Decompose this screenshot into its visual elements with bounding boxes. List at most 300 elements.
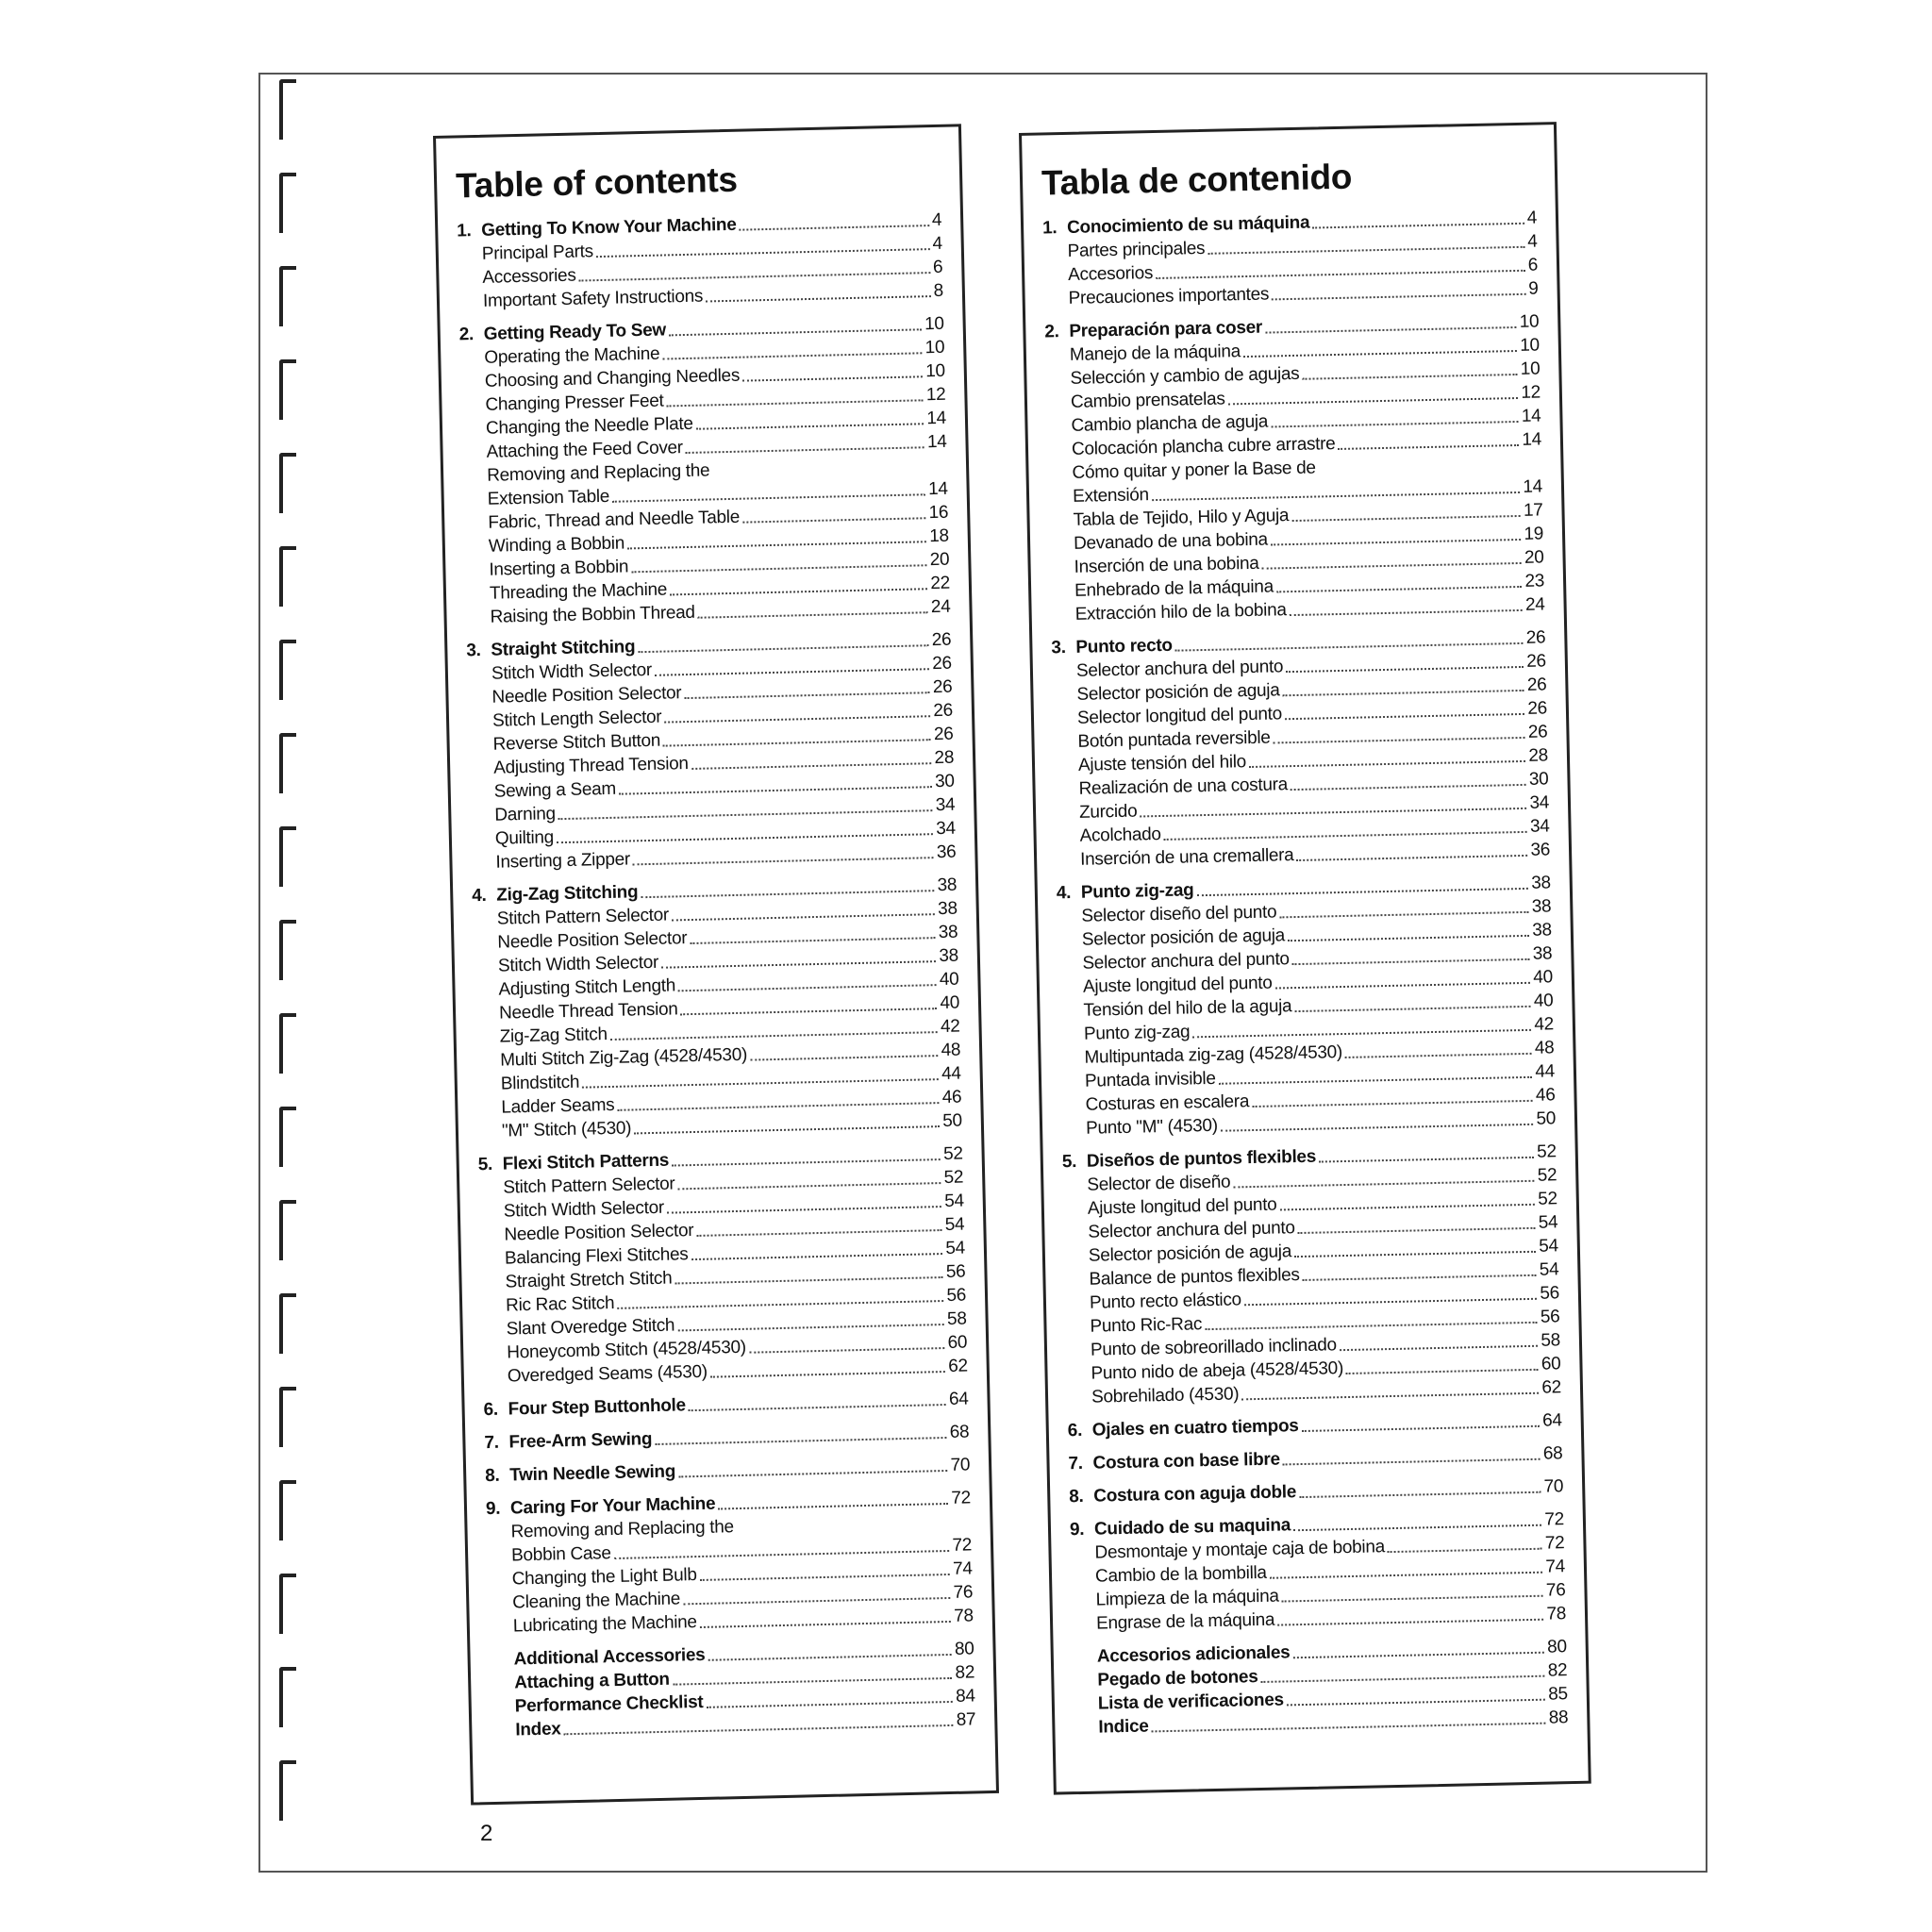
dot-leader [700, 1621, 952, 1628]
entry-label: Ric Rac Stitch [505, 1292, 615, 1316]
page-ref: 50 [942, 1110, 963, 1132]
page-ref: 76 [953, 1582, 974, 1603]
dot-leader [681, 1008, 938, 1015]
dot-leader [1283, 1458, 1541, 1466]
binding-ring [279, 1200, 296, 1260]
page-ref: 26 [1527, 698, 1548, 719]
page-ref: 40 [1533, 967, 1554, 988]
dot-leader [1298, 1227, 1536, 1234]
page-ref: 4 [932, 233, 942, 255]
toc-section-heading[interactable] [483, 1387, 968, 1422]
entry-label: Selector posición de aguja [1076, 680, 1280, 705]
page-ref: 26 [1527, 722, 1548, 742]
dot-leader [612, 493, 925, 503]
dot-leader [655, 1437, 947, 1445]
dot-leader [750, 1055, 939, 1061]
page-ref: 78 [1546, 1604, 1567, 1624]
page-ref: 80 [954, 1639, 974, 1659]
entry-label: Selección y cambio de agujas [1070, 363, 1300, 389]
section-title: Flexi Stitch Patterns [502, 1150, 670, 1174]
page-ref: 60 [947, 1332, 968, 1353]
binding-ring [279, 546, 296, 607]
page-ref: 36 [936, 841, 957, 863]
section-title: Caring For Your Machine [509, 1493, 716, 1519]
section-number: 4. [1056, 883, 1072, 904]
entry-label: Principal Parts [481, 242, 594, 264]
page-ref: 76 [1545, 1580, 1566, 1601]
entry-label: Puntada invisible [1084, 1068, 1216, 1091]
page-ref: 52 [1537, 1165, 1557, 1186]
entry-label: Accesorios [1067, 263, 1154, 285]
entry-label: Limpieza de la máquina [1095, 1586, 1279, 1610]
section-number: 9. [1069, 1519, 1085, 1541]
dot-leader [683, 1597, 951, 1605]
entry-label: Selector posición de aguja [1088, 1241, 1292, 1266]
page-ref: 74 [1545, 1557, 1566, 1577]
entry-label: Acolchado [1079, 824, 1161, 846]
section-title: Ojales en cuatro tiempos [1091, 1416, 1299, 1441]
page-ref: 46 [941, 1087, 962, 1108]
toc-section [486, 1486, 974, 1639]
page-ref: 38 [937, 874, 958, 896]
page-ref: 68 [1542, 1443, 1563, 1464]
page-ref: 9 [1528, 278, 1539, 299]
page-ref: 38 [1531, 896, 1552, 917]
page-ref: 38 [1532, 920, 1553, 941]
entry-label: Removing and Replacing the [486, 460, 710, 486]
entry-label: Accessories [482, 265, 576, 288]
dot-leader [669, 328, 922, 336]
dot-leader [1274, 737, 1525, 744]
entry-label: Precauciones importantes [1068, 284, 1270, 308]
dot-leader [1291, 515, 1521, 522]
entry-label: Selector diseño del punto [1081, 902, 1277, 926]
entry-label: Colocación plancha cubre arrastre [1071, 434, 1336, 459]
section-number: 3. [1051, 638, 1066, 658]
page-ref: 12 [1521, 382, 1541, 403]
dot-leader [1287, 1699, 1546, 1707]
entry-label: Reverse Stitch Button [492, 730, 661, 755]
entry-label: Selector longitud del punto [1076, 704, 1283, 728]
dot-leader [1286, 666, 1524, 673]
entry-label: Tensión del hilo de la aguja [1083, 996, 1292, 1021]
dot-leader [1208, 246, 1524, 255]
toc-section [472, 874, 962, 1144]
dot-leader [673, 1677, 953, 1686]
toc-english [433, 124, 999, 1805]
binding-ring [279, 359, 296, 420]
dot-leader [1249, 760, 1525, 768]
page-ref: 72 [1544, 1533, 1565, 1554]
dot-leader [1345, 1053, 1532, 1058]
dot-leader [1294, 1006, 1531, 1012]
page-ref: 74 [952, 1558, 973, 1579]
toc-spanish [1019, 122, 1591, 1795]
section-title: Four Step Buttonhole [508, 1395, 687, 1420]
binding-ring [279, 1574, 296, 1634]
dot-leader [690, 937, 936, 944]
toc-section [477, 1142, 968, 1390]
dot-leader [706, 1701, 953, 1708]
dot-leader [1261, 1675, 1545, 1683]
dot-leader [1294, 1251, 1536, 1257]
toc-section [1070, 1507, 1567, 1636]
section-title: Straight Stitching [491, 637, 636, 660]
page-ref: 40 [1533, 991, 1554, 1011]
page-ref: 84 [955, 1686, 975, 1707]
binding-ring [279, 173, 296, 233]
entry-label: Needle Thread Tension [498, 999, 678, 1024]
entry-label: Lista de verificaciones [1097, 1690, 1284, 1714]
page-ref: 26 [1526, 651, 1547, 672]
page-ref: 22 [930, 573, 951, 594]
dot-leader [678, 1182, 941, 1190]
toc-section-heading[interactable] [1069, 1474, 1563, 1508]
section-title: Zig-Zag Stitching [496, 882, 639, 906]
toc-section-heading[interactable] [484, 1420, 969, 1455]
dot-leader [696, 423, 924, 429]
dot-leader [1152, 1723, 1546, 1733]
page-ref: 44 [941, 1063, 961, 1085]
toc-section [1044, 310, 1545, 627]
entry-label: Stitch Pattern Selector [496, 905, 670, 929]
dot-leader [700, 1574, 951, 1581]
page-ref: 14 [1521, 406, 1541, 426]
binding-ring [279, 1667, 296, 1727]
dot-leader [678, 1470, 948, 1477]
entry-label: Balance de puntos flexibles [1089, 1265, 1300, 1290]
page-ref: 14 [927, 478, 948, 500]
dot-leader [1303, 1274, 1537, 1281]
page-ref: 52 [1538, 1189, 1558, 1209]
entry-label: Sewing a Seam [493, 778, 617, 802]
dot-leader [1228, 397, 1519, 405]
entry-label: Cambio de la bombilla [1094, 1562, 1267, 1587]
page-ref: 10 [924, 313, 944, 335]
entry-label: Lubricating the Machine [512, 1612, 697, 1637]
entry-label: Punto nido de abeja (4528/4530) [1091, 1358, 1344, 1384]
page-ref: 20 [929, 549, 950, 571]
toc-section [1073, 1635, 1569, 1740]
page-ref: 26 [933, 700, 954, 722]
page-ref: 42 [940, 1016, 960, 1038]
section-title: Cuidado de su maquina [1093, 1515, 1291, 1540]
entry-label: Ajuste longitud del punto [1087, 1194, 1277, 1219]
page-ref: 24 [1524, 594, 1545, 615]
dot-leader [619, 786, 932, 795]
page-ref: 14 [1522, 429, 1542, 450]
entry-label: Selector anchura del punto [1075, 657, 1284, 681]
page-ref: 64 [948, 1389, 969, 1409]
entry-label: Changing the Needle Plate [485, 413, 693, 439]
entry-label: Botón puntada reversible [1077, 727, 1271, 752]
entry-label: Selector anchura del punto [1088, 1218, 1295, 1242]
page-ref: 56 [946, 1285, 967, 1306]
entry-label: Overedged Seams (4530) [507, 1361, 708, 1387]
dot-leader [1276, 586, 1523, 592]
toc-section-heading[interactable] [1068, 1408, 1562, 1442]
entry-label: Darning [494, 804, 557, 825]
toc-section [1062, 1140, 1562, 1409]
page-ref: 26 [931, 629, 952, 651]
page-ref: 4 [1526, 208, 1538, 228]
toc-list [457, 208, 976, 1742]
dot-leader [667, 1206, 941, 1214]
entry-label: Punto de sobreorillado inclinado [1090, 1335, 1338, 1360]
binding-ring [279, 920, 296, 980]
page-ref: 28 [934, 747, 955, 769]
dot-leader [661, 960, 936, 969]
entry-label: Inserting a Zipper [495, 849, 631, 873]
section-number: 6. [483, 1399, 499, 1421]
dot-leader [691, 1253, 943, 1260]
page-ref: 12 [925, 384, 946, 406]
dot-leader [675, 1276, 944, 1284]
page-ref: 78 [953, 1606, 974, 1626]
dot-leader [1221, 1124, 1534, 1132]
page-ref: 82 [955, 1662, 975, 1683]
page-ref: 6 [932, 257, 943, 278]
dot-leader [1285, 713, 1525, 720]
toc-section [484, 1420, 969, 1455]
dot-leader [1319, 470, 1540, 475]
dot-leader [678, 984, 937, 991]
section-title: Accesorios adicionales [1096, 1642, 1291, 1667]
section-title: Costura con base libre [1092, 1449, 1280, 1474]
entry-label: Multi Stitch Zig-Zag (4528/4530) [500, 1044, 748, 1071]
dot-leader [1279, 911, 1528, 919]
entry-label: Attaching a Button [513, 1669, 670, 1693]
entry-label: Inserción de una cremallera [1079, 845, 1294, 870]
entry-label: Indice [1098, 1716, 1149, 1738]
entry-label: Changing Presser Feet [485, 391, 664, 415]
section-number: 7. [1068, 1453, 1084, 1474]
page-ref: 48 [1534, 1038, 1555, 1058]
entry-label: Punto zig-zag [1083, 1022, 1191, 1044]
section-title: Punto zig-zag [1080, 880, 1194, 903]
dot-leader [698, 611, 928, 619]
entry-label: Selector de diseño [1087, 1172, 1231, 1195]
section-number: 5. [477, 1154, 493, 1175]
page-ref: 26 [1526, 675, 1547, 695]
toc-section [1068, 1441, 1562, 1475]
binding-ring [279, 733, 296, 793]
entry-label: Balancing Flexi Stitches [504, 1244, 689, 1269]
toc-section [483, 1387, 968, 1422]
binding-ring [279, 640, 296, 700]
dot-leader [1271, 421, 1519, 428]
dot-leader [1388, 1548, 1542, 1553]
dot-leader [1290, 609, 1523, 616]
entry-label: Manejo de la máquina [1069, 341, 1241, 365]
entry-label: Selector anchura del punto [1082, 949, 1290, 974]
entry-label: Quilting [494, 827, 555, 849]
binding-ring [279, 1013, 296, 1074]
page-ref: 88 [1548, 1707, 1569, 1728]
entry-label: Costuras en escalera [1085, 1091, 1250, 1115]
page-ref: 23 [1524, 571, 1545, 591]
dot-leader [564, 1724, 954, 1735]
toc-title: Table of contents [455, 159, 739, 206]
dot-leader [1346, 1369, 1539, 1374]
toc-section-heading[interactable] [1068, 1441, 1562, 1475]
dot-leader [1302, 1425, 1541, 1432]
entry-label: Removing and Replacing the [510, 1517, 734, 1542]
section-title: Getting To Know Your Machine [481, 214, 737, 241]
page-ref: 10 [925, 360, 946, 382]
page-ref: 6 [1527, 255, 1539, 275]
binding-ring [279, 1760, 296, 1821]
toc-section [1068, 1408, 1562, 1442]
section-number: 8. [485, 1465, 500, 1487]
section-title: Costura con aguja doble [1093, 1482, 1297, 1507]
toc-section-heading[interactable] [485, 1453, 970, 1488]
entry-label: Changing the Light Bulb [511, 1565, 697, 1590]
page-ref: 46 [1535, 1085, 1556, 1106]
page-ref: 82 [1547, 1660, 1568, 1681]
page-ref: 58 [1541, 1330, 1561, 1351]
page-ref: 48 [941, 1040, 961, 1061]
page-ref: 26 [933, 724, 954, 745]
section-title: Preparación para coser [1069, 317, 1263, 341]
page-ref: 87 [956, 1709, 976, 1730]
page-ref: 14 [926, 431, 947, 453]
toc-section [466, 628, 957, 875]
section-title: Free-Arm Sewing [508, 1429, 653, 1453]
toc-section [485, 1453, 970, 1488]
entry-label: Selector posición de aguja [1081, 925, 1286, 950]
dot-leader [1302, 374, 1517, 380]
page-ref: 50 [1536, 1108, 1557, 1129]
page-ref: 34 [936, 818, 957, 840]
page-ref: 26 [932, 676, 953, 698]
entry-label: Sobrehilado (4530) [1091, 1384, 1240, 1407]
page-ref: 34 [1529, 816, 1550, 837]
section-title: Conocimiento de su máquina [1066, 212, 1310, 238]
toc-title: Tabla de contenido [1041, 157, 1353, 203]
binding-ring [279, 79, 296, 140]
toc-section [489, 1637, 975, 1742]
entry-label: Needle Position Selector [504, 1221, 694, 1245]
page-ref: 72 [952, 1535, 973, 1556]
binding-ring [279, 1480, 296, 1541]
binding-ring [279, 1107, 296, 1167]
page-ref: 10 [1520, 335, 1541, 356]
page-ref: 38 [937, 898, 958, 920]
page-ref: 44 [1535, 1061, 1556, 1082]
entry-label: Cómo quitar y poner la Base de [1072, 458, 1316, 483]
entry-label: Performance Checklist [514, 1691, 704, 1717]
page-ref: 30 [1528, 769, 1549, 790]
entry-label: Punto Ric-Rac [1090, 1314, 1203, 1337]
entry-label: Cambio plancha de aguja [1071, 411, 1269, 436]
dot-leader [663, 739, 931, 746]
section-number: 7. [484, 1432, 499, 1454]
dot-leader [689, 1404, 946, 1411]
entry-label: Tabla de Tejido, Hilo y Aguja [1073, 506, 1290, 530]
page-ref: 42 [1534, 1014, 1555, 1035]
entry-label: Stitch Width Selector [503, 1197, 665, 1222]
dot-leader [631, 564, 927, 573]
page-ref: 17 [1523, 500, 1543, 521]
dot-leader [672, 1158, 941, 1166]
section-title: Twin Needle Sewing [508, 1461, 676, 1486]
dot-leader [710, 1371, 945, 1378]
section-title: Getting Ready To Sew [483, 320, 667, 344]
dot-leader [1293, 1524, 1541, 1532]
entry-label: Partes principales [1067, 238, 1206, 261]
page-ref: 68 [949, 1422, 970, 1442]
entry-label: Raising the Bobbin Thread [490, 602, 695, 627]
dot-leader [1197, 888, 1529, 896]
dot-leader [1299, 1491, 1541, 1498]
page-ref: 54 [1539, 1259, 1559, 1280]
toc-section [457, 208, 943, 314]
page-ref: 54 [1539, 1236, 1559, 1257]
entry-label: Slant Overedge Stitch [506, 1315, 675, 1340]
page-ref: 4 [1527, 231, 1538, 252]
entry-label: Adjusting Stitch Length [498, 975, 676, 1000]
entry-label: "M" Stitch (4530) [501, 1118, 632, 1141]
entry-label: Needle Position Selector [491, 683, 682, 708]
page-ref: 24 [930, 596, 951, 618]
binding-ring [279, 266, 296, 326]
entry-label: Realización de una costura [1078, 774, 1289, 799]
section-number: 5. [1061, 1151, 1077, 1173]
entry-label: Stitch Width Selector [497, 952, 659, 976]
page-ref: 52 [942, 1143, 963, 1164]
entry-label: Straight Stretch Stitch [505, 1268, 673, 1292]
page-ref: 10 [1520, 358, 1541, 379]
dot-leader [1252, 1100, 1533, 1108]
page-ref: 70 [1543, 1476, 1564, 1497]
page-ref: 70 [950, 1455, 971, 1475]
section-title: Diseños de puntos flexibles [1086, 1146, 1317, 1172]
dot-leader [627, 541, 926, 549]
dot-leader [1262, 562, 1523, 570]
entry-label: Index [515, 1719, 561, 1740]
dot-leader [1265, 326, 1517, 334]
page-ref: 38 [939, 945, 959, 967]
page-number: 2 [480, 1821, 493, 1846]
dot-leader [691, 762, 932, 770]
entry-label: Inserción de una bobina [1074, 553, 1259, 577]
dot-leader [1297, 855, 1528, 861]
dot-leader [1277, 1619, 1543, 1626]
page-ref: 38 [1531, 873, 1551, 893]
entry-label: Extension Table [487, 486, 610, 509]
dot-leader [1291, 784, 1526, 791]
page-ref: 54 [943, 1191, 964, 1211]
dot-leader [1280, 1204, 1536, 1211]
entry-label: Inserting a Bobbin [489, 557, 629, 580]
dot-leader [662, 352, 922, 359]
section-number: 2. [1044, 322, 1059, 342]
entry-label: Zig-Zag Stitch [499, 1024, 608, 1047]
toc-section [1051, 625, 1550, 872]
section-number: 3. [466, 640, 481, 661]
page-ref: 19 [1524, 524, 1544, 544]
entry-label: Desmontaje y montaje caja de bobina [1094, 1537, 1386, 1563]
dot-leader [718, 1503, 948, 1510]
entry-label: Stitch Pattern Selector [503, 1174, 675, 1198]
dot-leader [706, 295, 931, 302]
dot-leader [1272, 293, 1525, 301]
page-ref: 60 [1541, 1354, 1561, 1374]
entry-label: Adjusting Thread Tension [492, 754, 689, 778]
page-ref: 80 [1546, 1637, 1567, 1657]
page-ref: 52 [943, 1167, 964, 1188]
